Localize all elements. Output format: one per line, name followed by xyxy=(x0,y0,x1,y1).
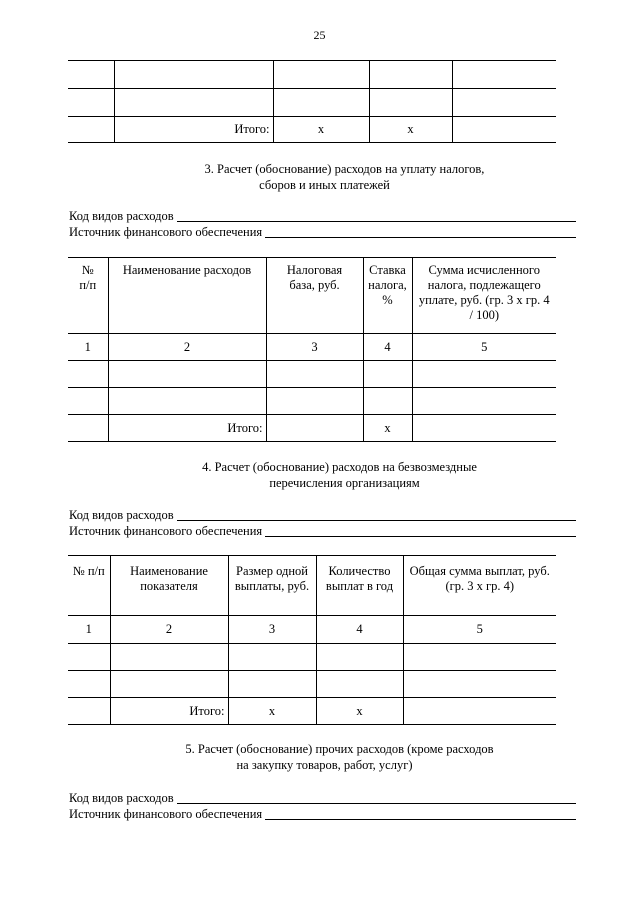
blank-line xyxy=(265,535,576,537)
table-row xyxy=(68,61,556,89)
total-label: Итого: xyxy=(110,698,228,725)
total-x: x xyxy=(363,415,412,442)
blank-line xyxy=(177,519,576,521)
taxes-table xyxy=(68,257,556,442)
expense-code-field: Код видов расходов xyxy=(69,208,576,224)
page-number: 25 xyxy=(313,28,326,42)
blank-line xyxy=(177,220,576,222)
funding-source-field: Источник финансового обеспечения xyxy=(69,224,576,240)
table-row xyxy=(68,361,556,388)
col-header: № п/п xyxy=(68,556,110,616)
blank-line xyxy=(177,802,576,804)
col-number-row: 1 2 3 4 5 xyxy=(68,616,556,644)
expense-code-field: Код видов расходов xyxy=(69,790,576,806)
section-4-title: 4. Расчет (обоснование) расходов на безвозмездные перечисления организациям xyxy=(202,460,477,490)
col-header: Наименование расходов xyxy=(108,258,266,334)
col-header: Размер одной выплаты, руб. xyxy=(228,556,316,616)
blank-line xyxy=(265,818,576,820)
expense-code-field: Код видов расходов xyxy=(69,507,576,523)
header-row xyxy=(68,258,556,334)
total-label: Итого: xyxy=(108,415,266,442)
total-x: x xyxy=(273,117,369,143)
total-row xyxy=(68,698,556,725)
total-x: x xyxy=(316,698,403,725)
col-header: Общая сумма выплат, руб. (гр. 3 x гр. 4) xyxy=(403,556,556,616)
top-table xyxy=(68,60,556,143)
col-header: Налоговая база, руб. xyxy=(266,258,363,334)
table-row xyxy=(68,117,556,143)
funding-source-field: Источник финансового обеспечения xyxy=(69,806,576,822)
col-header: Ставка налога, % xyxy=(363,258,412,334)
funding-source-field: Источник финансового обеспечения xyxy=(69,523,576,539)
grants-table xyxy=(68,555,556,725)
header-row xyxy=(68,556,556,616)
section-5-title: 5. Расчет (обоснование) прочих расходов (кроме расходов на закупку товаров, работ, услуг) xyxy=(185,742,494,772)
section-3-title: 3. Расчет (обоснование) расходов на уплату налогов, сборов и иных платежей xyxy=(204,162,485,192)
col-header: Сумма исчисленного налога, подлежащего уплате, руб. (гр. 3 x гр. 4 / 100) xyxy=(412,258,556,334)
table-row xyxy=(68,89,556,117)
col-header: Количество выплат в год xyxy=(316,556,403,616)
table-row xyxy=(68,671,556,698)
total-x: x xyxy=(369,117,452,143)
table-row xyxy=(68,644,556,671)
total-label: Итого: xyxy=(114,117,273,143)
total-row xyxy=(68,415,556,442)
blank-line xyxy=(265,236,576,238)
total-x: x xyxy=(228,698,316,725)
col-header: Наименование показателя xyxy=(110,556,228,616)
table-row xyxy=(68,388,556,415)
col-header: № п/п xyxy=(68,258,108,334)
col-number-row: 1 2 3 4 5 xyxy=(68,334,556,361)
